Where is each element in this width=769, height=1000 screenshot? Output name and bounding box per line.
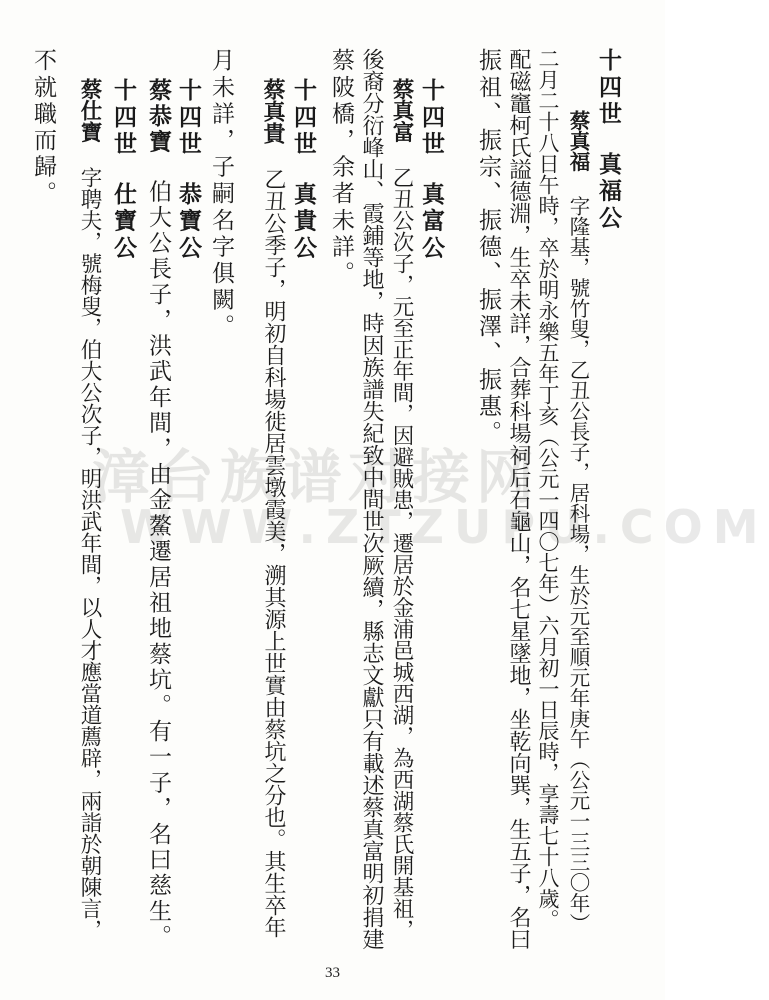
entry-zhenfu2-header (418, 78, 444, 262)
entry-zhenfu-header (595, 48, 621, 232)
entry-zhengui-header (290, 78, 316, 262)
entry-zhenfu-line-4 (475, 48, 501, 447)
watermark-url: WWW.ZTZUPU.COM (120, 500, 769, 554)
entry-title: 真貴公 (290, 181, 317, 262)
entry-text: 伯大公長子，洪武年間，由金鰲遷居祖地蔡坑。有一子，名曰慈生。 (145, 179, 171, 951)
entry-title: 真福公 (595, 151, 622, 232)
entry-text: 不就職而歸。 (30, 48, 56, 208)
entry-text: 振祖、振宗、振德、振澤、振惠。 (475, 48, 501, 447)
entry-text: 乙丑公次子，元至正年間，因避賊患，遷居於金浦邑城西湖，為西湖蔡氏開基祖， (389, 166, 414, 941)
generation-label: 十四世 (175, 78, 202, 158)
entry-zhenfu2-line-3 (328, 48, 354, 287)
entry-text: 字聘夫，號梅叟，伯大公次子，明洪武年間，以人才應當道薦辟，兩詣於朝陳言， (77, 166, 102, 941)
entry-text: 乙丑公季子，明初自科場徙居雲墩霞美，溯其源上世實由蔡坑之分也。其生卒年 (261, 168, 286, 938)
generation-label: 十四世 (418, 78, 445, 158)
entry-text: 字隆基，號竹叟，乙丑公長子，居科場，生於元至順元年庚午（公元一三三〇年） (566, 195, 590, 934)
person-name: 蔡真貴 (260, 78, 286, 144)
entry-gongbao-header (175, 78, 201, 262)
person-name: 蔡真富 (389, 78, 414, 143)
entry-zhenfu2-line-2 (358, 48, 384, 950)
generation-label: 十四世 (290, 78, 317, 158)
page-number: 33 (325, 965, 340, 981)
entry-zhenfu-line-3 (505, 48, 531, 950)
entry-shibao-header (110, 78, 136, 262)
entry-zhenfu2-line-1 (388, 78, 414, 941)
entry-zhengui-line-2 (208, 48, 234, 341)
entry-title: 仕寶公 (110, 181, 137, 262)
entry-text: 月未詳，子嗣名字俱闕。 (208, 48, 234, 341)
person-name: 蔡真福 (566, 110, 590, 172)
entry-zhenfu-line-2 (535, 48, 561, 930)
entry-zhenfu-line-1 (565, 110, 591, 934)
person-name: 蔡仕寶 (77, 78, 102, 143)
entry-title: 真富公 (418, 181, 445, 262)
generation-label: 十四世 (110, 78, 137, 158)
entry-shibao-line-1 (76, 78, 102, 941)
watermark-chinese: 漳台族谱对接网 (92, 443, 541, 511)
entry-zhengui-line-1 (260, 78, 286, 938)
generation-label: 十四世 (595, 48, 622, 128)
entry-shibao-line-2 (30, 48, 56, 208)
entry-text: 二月二十八日午時，卒於明永樂五年丁亥（公元一四〇七年）六月初一日辰時，享壽七十八歲。 (536, 48, 560, 930)
entry-title: 恭寶公 (175, 181, 202, 262)
person-name: 蔡恭寶 (145, 78, 172, 156)
entry-text: 蔡陂橋，余者未詳。 (328, 48, 354, 288)
entry-text: 配磁竈柯氏謚德淵，生卒未詳，合葬科場祠后石龜山，名七星墜地，坐乾向巽，生五子，名曰 (506, 48, 531, 950)
entry-text: 後裔分衍峰山、霞鋪等地，時因族譜失紀致中間世次厥續，縣志文獻只有載述蔡真富明初捐建 (359, 48, 384, 950)
entry-gongbao-line-1 (145, 78, 171, 950)
